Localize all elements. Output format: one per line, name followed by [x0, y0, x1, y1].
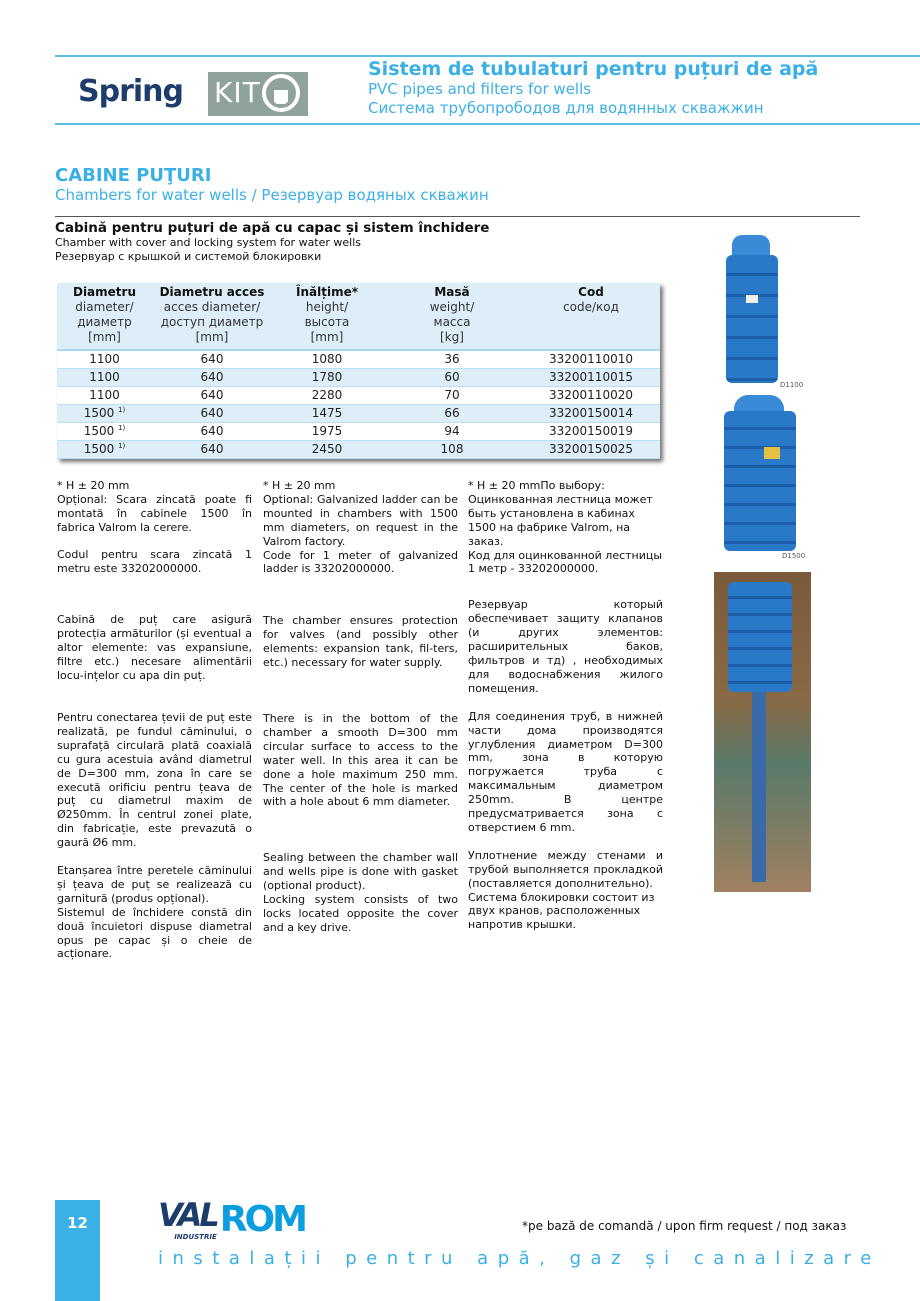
table-cell-c: 33200150025: [522, 440, 660, 458]
product-title-en: Chamber with cover and locking system for water wells: [55, 236, 362, 249]
header-title-ru: Система трубопрободов для водянных скважжин: [368, 99, 764, 117]
note-tolerance: * H ± 20 mm: [263, 479, 336, 492]
desc-ru-2: Для соединения труб, в нижней части дома производятся углубления диаметром D=300 mm, зона в которую погружается труба с максимальным диаметром 250mm. В центре предусматривается зона с отверстием 6 mm.: [468, 709, 663, 834]
note-text: Оцинкованная лестница может быть установлена в кабинах 1500 на фабрике Valrom, на заказ.: [468, 492, 653, 548]
desc-ro-2: Pentru conectarea țevii de puț este realizată, pe fundul căminului, o suprafață circulară plată coaxială cu gura acestuia având diametrul de D=300 mm, zona în care se execută orificiu pentru țeava de puț cu diametrul maxim de Ø250mm. În centrul zonei plate, din fabricație, este prevazută o gaură Ø6 mm.: [57, 710, 252, 850]
table-cell-h: 1080: [272, 350, 382, 368]
table-cell-c: 33200110020: [522, 386, 660, 404]
desc-en-3: Sealing between the chamber wall and wells pipe is done with gasket (optional product).: [263, 851, 458, 893]
table-row: [57, 386, 660, 404]
page-number: 12: [67, 1214, 88, 1232]
desc-ru-1: Резервуар который обеспечивает защиту клапанов (и других элементов: расширительных баков, фильтров и тд) , необходимых для водоснабжения жилого помещения.: [468, 598, 663, 695]
note-text: Opțional: Scara zincată poate fi montată în cabinele 1500 în fabrica Valrom la cerere.: [57, 492, 252, 534]
spec-table: [57, 283, 660, 459]
table-cell-d: 1100: [57, 368, 152, 386]
table-row: [57, 422, 660, 440]
table-cell-a: 640: [152, 368, 272, 386]
section-subtitle: Chambers for water wells / Резервуар водяных скважин: [55, 186, 489, 204]
header-bottom-rule: [55, 123, 920, 125]
note-tolerance: * H ± 20 mm: [57, 479, 130, 492]
column-header: Înălțime* height/ высота [mm]: [272, 283, 382, 350]
table-row: [57, 440, 660, 458]
section-divider: [55, 216, 860, 217]
desc-en-2: There is in the bottom of the chamber a smooth D=300 mm circular surface to access to the water well. In this area it can be done a hole maximum 250 mm. The center of the hole is marked with a hole about 6 mm diameter.: [263, 711, 458, 809]
table-cell-m: 66: [382, 404, 522, 422]
column-header: Diametru acces acces diameter/ доступ диаметр [mm]: [152, 283, 272, 350]
column-header: Masă weight/ масса [kg]: [382, 283, 522, 350]
table-cell-m: 108: [382, 440, 522, 458]
column-en: [263, 479, 458, 935]
table-cell-h: 1975: [272, 422, 382, 440]
desc-en-1: The chamber ensures protection for valves (and possibly other elements: expansion tank, fil-ters, etc.) necessary for water supply.: [263, 614, 458, 670]
chamber-d1500-image: [722, 395, 817, 560]
table-cell-h: 2450: [272, 440, 382, 458]
desc-en-4: Locking system consists of two locks located opposite the cover and a key drive.: [263, 893, 458, 934]
table-cell-m: 94: [382, 422, 522, 440]
note-text: Optional: Galvanized ladder can be mounted in chambers with 1500 mm diameters, on request in the Valrom factory.: [263, 492, 458, 548]
table-cell-a: 640: [152, 350, 272, 368]
note-tolerance: * H ± 20 mmПо выбору:: [468, 479, 605, 492]
desc-ro-3: Etanșarea între peretele căminului și țeava de puț se realizează cu garnitură (produs opțional).: [57, 864, 252, 905]
desc-ro-1: Cabină de puț care asigură protecția armăturilor (și eventual a altor elemente: vas expansiune, filtre etc.) necesare alimentării locu-ințelor cu apa din puț.: [57, 613, 252, 683]
product-title: Cabină pentru puțuri de apă cu capac și sistem închidere: [55, 220, 490, 236]
desc-ro-4: Sistemul de închidere constă din două încuietori dispuse diametral opus pe capac și o cheie de acționare.: [57, 905, 252, 961]
valrom-logo-industrie: INDUSTRIE: [174, 1233, 217, 1241]
table-cell-a: 640: [152, 422, 272, 440]
note-code: Code for 1 meter of galvanized ladder is 33202000000.: [263, 548, 458, 576]
column-header: Cod code/код: [522, 283, 660, 350]
valrom-logo: [158, 1198, 305, 1248]
d1500-label: D1500: [782, 552, 806, 560]
valrom-logo-val: VAL: [158, 1196, 217, 1234]
header-top-rule: [55, 55, 920, 57]
table-cell-m: 60: [382, 368, 522, 386]
note-code: Код для оцинкованной лестницы 1 метр - 33202000000.: [468, 548, 663, 576]
springkit-logo: Spring KIT: [78, 68, 310, 118]
table-cell-c: 33200150019: [522, 422, 660, 440]
table-cell-m: 36: [382, 350, 522, 368]
table-cell-m: 70: [382, 386, 522, 404]
section-title: CABINE PUŢURI: [55, 165, 212, 186]
footer-tagline: instalații pentru apă, gaz și canalizare: [158, 1248, 881, 1269]
d1100-label: D1100: [780, 381, 804, 389]
table-row: [57, 368, 660, 386]
column-ru: [468, 479, 663, 932]
table-cell-h: 2280: [272, 386, 382, 404]
table-row: [57, 404, 660, 422]
table-cell-h: 1780: [272, 368, 382, 386]
installed-chamber-image: [714, 572, 811, 892]
table-cell-d: 1100: [57, 350, 152, 368]
header-title: Sistem de tubulaturi pentru puțuri de apă: [368, 58, 819, 80]
chamber-d1100-image: [722, 235, 817, 389]
table-cell-c: 33200110015: [522, 368, 660, 386]
table-cell-d: 1500 $^{1)}$: [57, 422, 152, 440]
header-title-en: PVC pipes and filters for wells: [368, 80, 592, 98]
column-header: Diametru diameter/ диаметр [mm]: [57, 283, 152, 350]
table-cell-a: 640: [152, 386, 272, 404]
firm-request-note: *pe bază de comandă / upon firm request / под заказ: [522, 1219, 847, 1233]
table-row: [57, 350, 660, 368]
column-ro: [57, 479, 252, 961]
table-cell-h: 1475: [272, 404, 382, 422]
note-code: Codul pentru scara zincată 1 metru este 33202000000.: [57, 547, 252, 575]
valrom-logo-rom: ROM: [219, 1199, 305, 1240]
table-cell-d: 1100: [57, 386, 152, 404]
table-cell-d: 1500 $^{1)}$: [57, 404, 152, 422]
product-title-ru: Резервуар с крышкой и системой блокировки: [55, 250, 322, 263]
desc-ru-3: Уплотнение между стенами и трубой выполняется прокладкой (поставляется дополнительно).: [468, 848, 663, 890]
table-cell-c: 33200150014: [522, 404, 660, 422]
desc-ru-4: Система блокировки состоит из двух кранов, расположенных напротив крышки.: [468, 890, 655, 932]
table-cell-a: 640: [152, 404, 272, 422]
table-cell-c: 33200110010: [522, 350, 660, 368]
table-cell-a: 640: [152, 440, 272, 458]
table-cell-d: 1500 $^{1)}$: [57, 440, 152, 458]
